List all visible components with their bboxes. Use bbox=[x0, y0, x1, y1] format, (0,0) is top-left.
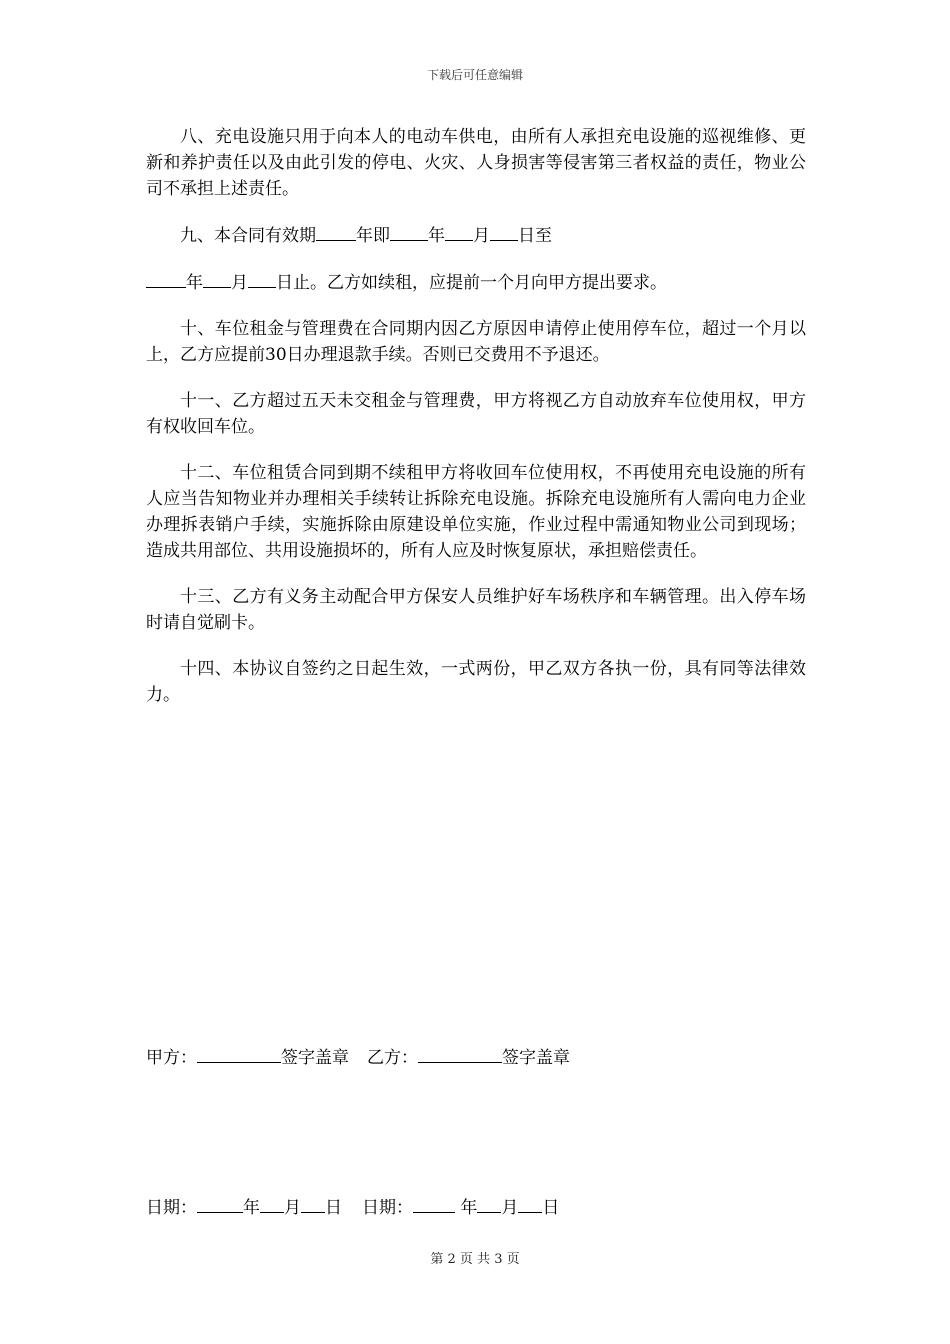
date-a-month-label: 月 bbox=[284, 1198, 301, 1218]
clause-9-line-2 bbox=[146, 269, 806, 296]
date-a-day-blank[interactable] bbox=[301, 1194, 325, 1213]
page-footer: 第 2 页 共 3 页 bbox=[430, 1252, 520, 1267]
party-a-signature-blank[interactable] bbox=[197, 1044, 281, 1063]
clause-10: 十、车位租金与管理费在合同期内因乙方原因申请停止使用停车位，超过一个月以上，乙方应提前30日办理退款手续。否则已交费用不予退还。 bbox=[146, 319, 806, 365]
date-b-year-blank[interactable] bbox=[413, 1194, 455, 1213]
date-a-month-blank[interactable] bbox=[260, 1194, 284, 1213]
page-header: 下载后可任意编辑 bbox=[426, 68, 523, 82]
date-a-year-blank[interactable] bbox=[197, 1194, 243, 1213]
date-b-day-label: 日 bbox=[542, 1198, 560, 1218]
clause-9-text: 日至 bbox=[518, 226, 552, 246]
end-day-blank[interactable] bbox=[248, 269, 276, 288]
signature-line bbox=[146, 1044, 570, 1071]
end-year-blank[interactable] bbox=[146, 269, 186, 288]
end-month-blank[interactable] bbox=[203, 269, 231, 288]
date-a-day-label: 日 bbox=[325, 1198, 342, 1218]
party-b-signature-blank[interactable] bbox=[418, 1044, 502, 1063]
clause-9-text: 月 bbox=[231, 273, 248, 293]
date-line bbox=[146, 1194, 559, 1221]
date-a-year-label: 年 bbox=[243, 1198, 260, 1218]
party-b-label: 乙方： bbox=[367, 1048, 418, 1068]
party-b-seal-label: 签字盖章 bbox=[502, 1048, 570, 1068]
clause-9-text: 年即 bbox=[356, 226, 390, 246]
start-day-blank[interactable] bbox=[490, 222, 518, 241]
date-b-month-blank[interactable] bbox=[477, 1194, 501, 1213]
clause-9-text: 年 bbox=[186, 273, 203, 293]
clause-9-prefix: 九、本合同有效期 bbox=[180, 226, 316, 246]
clause-9-text: 年 bbox=[428, 226, 445, 246]
clause-14: 十四、本协议自签约之日起生效，一式两份，甲乙双方各执一份，具有同等法律效力。 bbox=[146, 659, 806, 705]
date-b-month-label: 月 bbox=[501, 1198, 519, 1218]
date-b-day-blank[interactable] bbox=[518, 1194, 542, 1213]
clause-13: 十三、乙方有义务主动配合甲方保安人员维护好车场秩序和车辆管理。出入停车场时请自觉刷卡。 bbox=[146, 587, 806, 633]
clause-9-text: 日止。乙方如续租，应提前一个月向甲方提出要求。 bbox=[276, 273, 667, 293]
term-blank[interactable] bbox=[316, 222, 356, 241]
date-b-label: 日期： bbox=[362, 1198, 413, 1218]
clause-12: 十二、车位租赁合同到期不续租甲方将收回车位使用权，不再使用充电设施的所有人应当告知物业并办理相关手续转让拆除充电设施。拆除充电设施所有人需向电力企业办理拆表销户手续，实施拆除由原建设单位实施，作业过程中需通知物业公司到现场；造成共用部位、共用设施损坏的，所有人应及时恢复原状，承担赔偿责任。 bbox=[146, 463, 806, 561]
clause-9-text: 月 bbox=[473, 226, 490, 246]
clause-8: 八、充电设施只用于向本人的电动车供电，由所有人承担充电设施的巡视维修、更新和养护责任以及由此引发的停电、火灾、人身损害等侵害第三者权益的责任，物业公司不承担上述责任。 bbox=[146, 127, 806, 199]
party-a-label: 甲方： bbox=[146, 1048, 197, 1068]
clause-11: 十一、乙方超过五天未交租金与管理费，甲方将视乙方自动放弃车位使用权，甲方有权收回车位。 bbox=[146, 391, 806, 437]
contract-body bbox=[146, 124, 806, 728]
clause-9-line-1 bbox=[146, 222, 806, 249]
date-b-year-label: 年 bbox=[460, 1198, 478, 1218]
date-a-label: 日期： bbox=[146, 1198, 197, 1218]
start-month-blank[interactable] bbox=[445, 222, 473, 241]
start-year-blank[interactable] bbox=[390, 222, 428, 241]
party-a-seal-label: 签字盖章 bbox=[281, 1048, 349, 1068]
